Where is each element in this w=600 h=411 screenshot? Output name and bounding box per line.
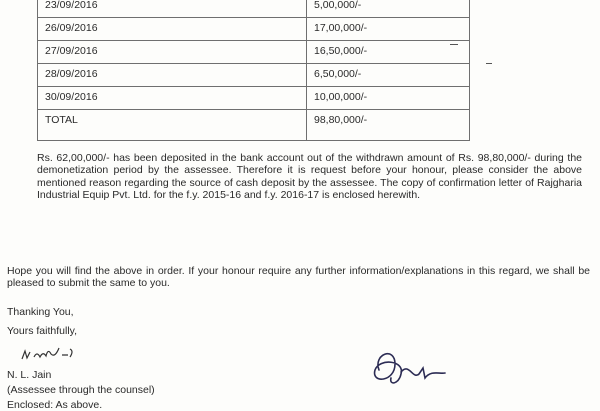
- date-cell: 23/09/2016: [38, 0, 307, 18]
- body-paragraph: Rs. 62,00,000/- has been deposited in the bank account out of the withdrawn amount of Rs. 98,80,000/- during the demonetization period by the assessee. Therefore it is request before your honour, please consider the above mentioned reason regarding the source of cash deposit by the assessee. The copy of confirmation letter of Rajgharia Industrial Equip Pvt. Ltd. for the f.y. 2015-16 and f.y. 2016-17 is enclosed herewith.: [37, 152, 582, 202]
- signer-role: (Assessee through the counsel): [7, 384, 155, 396]
- pen-mark: [486, 63, 492, 64]
- amount-cell: 16,50,000/-: [307, 41, 470, 64]
- deposit-table: [37, 0, 470, 141]
- total-amount: 98,80,000/-: [307, 110, 470, 141]
- yours-faithfully-line: Yours faithfully,: [7, 325, 78, 337]
- pen-mark: [450, 44, 458, 45]
- amount-cell: 10,00,000/-: [307, 87, 470, 110]
- date-cell: 30/09/2016: [38, 87, 307, 110]
- table-row: [38, 41, 470, 64]
- thanking-line: Thanking You,: [7, 306, 74, 318]
- enclosure-line: Enclosed: As above.: [7, 399, 103, 411]
- signer-name: N. L. Jain: [7, 369, 52, 381]
- date-cell: 28/09/2016: [38, 64, 307, 87]
- date-cell: 27/09/2016: [38, 41, 307, 64]
- table-row: [38, 18, 470, 41]
- amount-cell: 6,50,000/-: [307, 64, 470, 87]
- amount-cell: 5,00,000/-: [307, 0, 470, 18]
- initials-signature: [18, 343, 98, 365]
- amount-cell: 17,00,000/-: [307, 18, 470, 41]
- total-row: [38, 110, 470, 141]
- table-row: [38, 64, 470, 87]
- closing-paragraph: Hope you will find the above in order. If your honour require any further information/explanations in this regard, we shall be pleased to submit the same to you.: [7, 265, 590, 290]
- table-row: [38, 0, 470, 18]
- date-cell: 26/09/2016: [38, 18, 307, 41]
- table-row: [38, 87, 470, 110]
- handwritten-signature: [365, 340, 475, 395]
- total-label: TOTAL: [38, 110, 307, 141]
